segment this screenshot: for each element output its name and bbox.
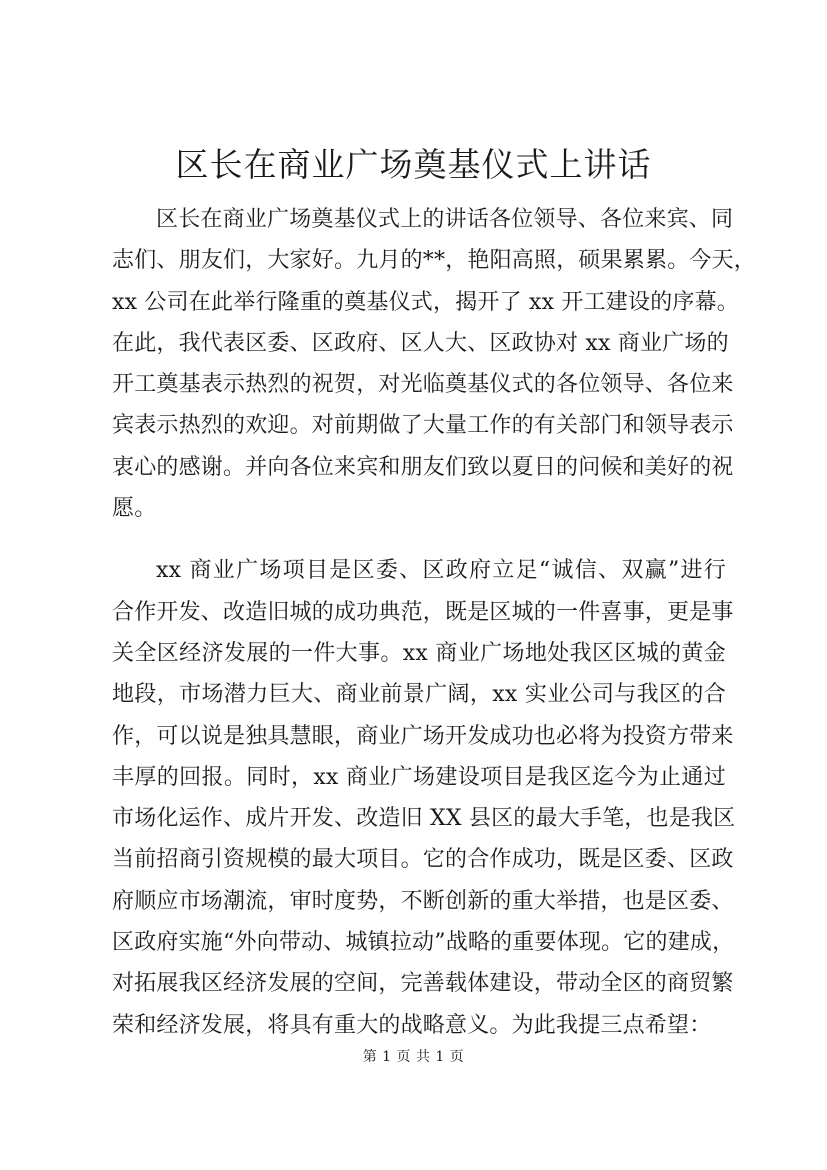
text-line: 作，可以说是独具慧眼，商业广场开发成功也必将为投资方带来 [112,723,734,749]
text-line: 开工奠基表示热烈的祝贺，对光临奠基仪式的各位领导、各位来 [112,372,734,398]
text-line: xx 商业广场项目是区委、区政府立足“诚信、双赢”进行 [156,558,726,584]
text-line: 衷心的感谢。并向各位来宾和朋友们致以夏日的问候和美好的祝 [112,454,734,480]
text-line: 在此，我代表区委、区政府、区人大、区政协对 xx 商业广场的 [112,330,729,356]
paragraph [112,199,757,529]
text-line: 地段，市场潜力巨大、商业前景广阔，xx 实业公司与我区的合 [112,682,726,708]
text-line: xx 公司在此举行隆重的奠基仪式，揭开了 xx 开工建设的序幕。 [112,289,740,315]
text-line: 宾表示热烈的欢迎。对前期做了大量工作的有关部门和领导表示 [112,413,734,439]
text-line: 对拓展我区经济发展的空间，完善载体建设，带动全区的商贸繁 [112,971,734,997]
document-body [112,199,757,1046]
text-line: 区政府实施“外向带动、城镇拉动”战略的重要体现。它的建成， [112,930,735,956]
text-line: 关全区经济发展的一件大事。xx 商业广场地处我区区城的黄金 [112,640,726,666]
text-line: 志们、朋友们，大家好。九月的**，艳阳高照，硕果累累。今天， [112,248,757,274]
text-line: 市场化运作、成片开发、改造旧 XX 县区的最大手笔，也是我区 [112,806,736,832]
page-number-footer: 第 1 页 共 1 页 [362,1049,465,1065]
text-line: 荣和经济发展，将具有重大的战略意义。为此我提三点希望： [112,1012,712,1038]
text-line: 丰厚的回报。同时，xx 商业广场建设项目是我区迄今为止通过 [112,764,726,790]
paragraph-spacer [112,529,726,550]
text-line: 府顺应市场潮流，审时度势，不断创新的重大举措，也是区委、 [112,888,734,914]
text-line: 合作开发、改造旧城的成功典范，既是区城的一件喜事，更是事 [112,599,734,625]
paragraph [112,550,736,1046]
document-title: 区长在商业广场奠基仪式上讲话 [175,145,652,184]
text-line: 当前招商引资规模的最大项目。它的合作成功，既是区委、区政 [112,847,734,873]
text-line: 愿。 [112,496,157,522]
text-line: 区长在商业广场奠基仪式上的讲话各位领导、各位来宾、同 [156,207,734,232]
